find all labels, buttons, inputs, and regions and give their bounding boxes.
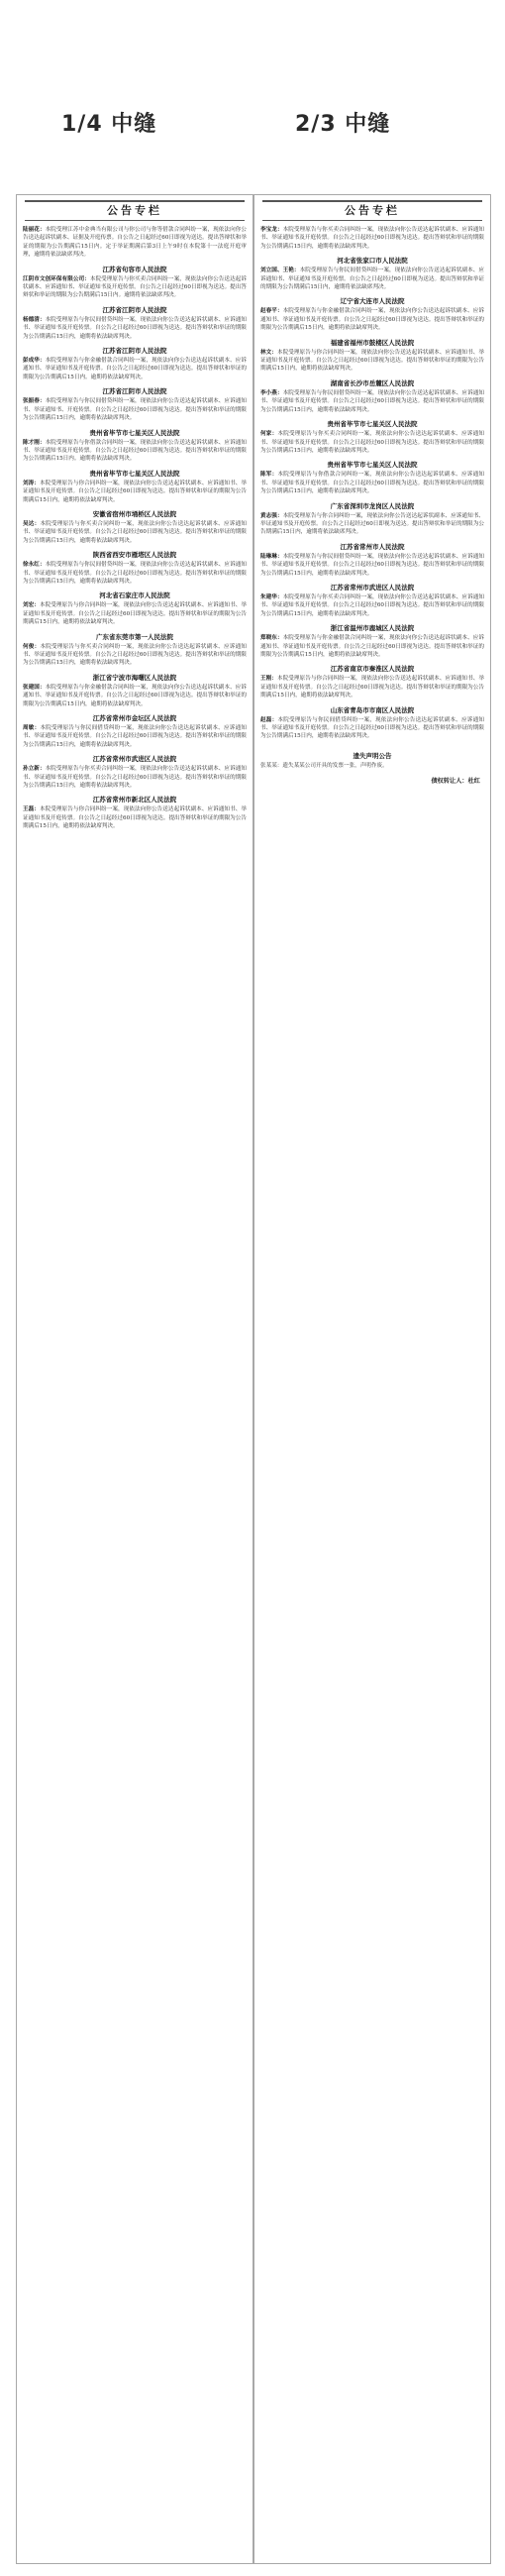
notice-party: 林文： [260,349,277,356]
notice-item [260,624,484,659]
notice-party: 王磊： [23,806,40,813]
notice-item [23,470,247,504]
notice-item [23,551,247,586]
notice-text [260,267,484,291]
notice-signature: 债权转让人：杜红 [431,778,480,786]
notice-item [260,420,484,455]
court-name: 浙江省温州市鹿城区人民法院 [330,624,415,633]
notice-body: 本院受理原告与你金融借款合同纠纷一案，现依法向你公告送达起诉状副本、应诉通知书、举证通知书及开庭传票。自公告之日起经过60日即视为送达。提出答辩状和举证的期限为公告期满后15日内，逾期将依法缺席判决。 [23,684,247,707]
court-name: 贵州省毕节市七星关区人民法院 [89,428,180,437]
notice-text [23,724,247,749]
right-gutter-label: 2/3 中缝 [295,112,391,137]
notice-party: 赵磊： [260,716,278,723]
notice-body: 本院受理原告与你金融借款合同纠纷一案，现依法向你公告送达起诉状副本、应诉通知书、举证通知书及开庭传票。自公告之日起经过60日即视为送达。提出答辩状和举证的期限为公告期满后15日内。逾期将依法缺席判决。 [23,358,247,380]
notice-body: 本院受理原告与你买卖合同纠纷一案，现依法向你公告送达起诉状副本、应诉通知书、举证通知书及开庭传票。自公告之日起经过60日即视为送达。提出答辩状和举证的期限为公告期满后15日内，逾期将依法缺席判决。 [23,643,247,667]
notice-text [23,275,247,300]
notice-item [23,714,247,749]
notice-text [260,634,484,659]
notice-party: 李小燕： [260,389,283,396]
notice-body: 本院受理原告与你民间借贷纠纷一案，现依法向你公告送达起诉状副本、应诉通知书、举证通知书及开庭传票。自公告之日起经过60日即视为送达。提出答辩状和举证的期限为公告期满后15日内，逾期将依法缺席判决。 [23,316,247,340]
court-name: 浙江省宁波市海曙区人民法院 [92,673,177,682]
notice-party: 赵春平： [260,308,283,315]
court-name: 贵州省毕节市七星关区人民法院 [327,420,418,429]
notice-party: 张建国： [23,684,46,691]
notice-body: 本院受理原告与你民间借贷纠纷一案，现依法向你公告送达起诉状副本、应诉通知书、举证通知书及开庭传票。自公告之日起经过60日即视为送达。提出答辩状和举证的期限为公告期满后15日内，逾期将依法缺席判决。 [23,562,247,585]
notice-item [23,796,247,830]
court-name: 河北省张家口市人民法院 [337,257,408,266]
notice-body: 本院受理原告与你金融借款合同纠纷一案，现依法向你公告送达起诉状副本、应诉通知书、举证通知书及开庭传票。自公告之日起经过60日即视为送达。提出答辩状和举证的期限为公告期满后15日内，逾期将依法缺席判决。 [260,635,484,658]
notice-party: 江阴市文创环保有限公司： [23,275,90,282]
notice-party: 陈才刚： [23,439,46,446]
notice-item [23,510,247,545]
notice-text [260,553,484,578]
court-name: 江苏省南京市秦淮区人民法院 [330,665,415,674]
court-name: 江苏省常州市金坛区人民法院 [92,714,177,723]
notice-party: 黄志强： [260,512,283,519]
notice-party: 吴达： [23,520,41,527]
notice-text [260,226,484,251]
court-name: 河北省石家庄市人民法院 [99,591,170,600]
notice-text [260,593,484,618]
notice-text [23,439,247,464]
notice-body: 本院受理原告与你买卖合同纠纷一案，现依法向你公告送达起诉状副本、应诉通知书、举证通知书及开庭传票。自公告之日起经过60日即视为送达。提出答辩状和举证的期限为公告期满后15日内，逾期将依法缺席判决。 [23,766,247,790]
court-name: 辽宁省大连市人民法院 [340,297,405,306]
notice-item [23,633,247,668]
notice-body: 本院受理原告与你合同纠纷一案，现依法向你公告送达起诉状副本、应诉通知书、举证通知书及开庭传票。自公告之日起经过60日即视为送达。提出答辩状和举证的期限为公告期满后15日内，逾期将依法缺席判决。 [23,806,247,830]
court-name: 江苏省常州市武进区人民法院 [92,755,177,764]
court-name: 贵州省毕节市七星关区人民法院 [327,461,418,470]
notice-item [23,226,247,260]
notice-body: 本院受理原告与你民间借贷纠纷一案，现依法向你公告送达起诉状副本、应诉通知书、举证通知书、开庭传票。自公告之日起经过60日即视为送达。提出答辩状和举证的期限为公告期满后15日内，逾期将依法缺席判决。 [23,398,247,422]
notice-party: 徐永红： [23,562,46,569]
court-name: 江苏省江阴市人民法院 [102,347,167,356]
notice-text [260,471,484,495]
notice-party: 刘宏： [23,602,40,609]
notice-party: 陆丽花： [23,227,46,233]
notice-party: 孙立新： [23,766,46,773]
notice-item [23,306,247,341]
notice-item [260,502,484,537]
notice-party: 陈军： [260,472,278,479]
notice-text [23,226,247,260]
notice-body: 本院受理原告与你买卖合同纠纷一案，现依法向你公告送达起诉状副本、应诉通知书、举证通知书及开庭传票。自公告之日起经过60日即视为送达。提出答辩状和举证的期限为公告期满后15日内，逾期将依法缺席判决。 [260,431,484,454]
court-name: 陕西省西安市雁塔区人民法院 [92,551,177,560]
notice-item [260,379,484,414]
page-header [0,0,505,178]
notice-text [23,805,247,830]
notice-text [23,480,247,504]
notice-item [260,665,484,699]
notice-item [23,347,247,381]
notice-text [23,397,247,422]
notice-text [23,765,247,790]
left-gutter-label: 1/4 中缝 [61,112,157,137]
court-name: 广东省深圳市龙岗区人民法院 [330,501,415,510]
left-notice-column [16,194,253,2564]
notice-text [260,389,484,414]
notice-text [23,357,247,381]
notice-body: 本院受理原告与你合同纠纷一案，现依法向你公告送达起诉状副本、应诉通知书、举证通知书及开庭传票。自公告之日起经过60日即视为送达。提出答辩状和举证的期限为公告期满后15日内，逾期将依法缺席判决。 [260,676,484,699]
notice-item [23,266,247,300]
notice-text [260,675,484,699]
notice-text [260,430,484,455]
notice-body: 本院受理原告与你买卖合同纠纷一案，现依法向你公告送达起诉状副本、应诉通知书、举证通知书及开庭传票。自公告之日起经过60日即视为送达。提出答辩状和举证的期限为公告期满后15日内，逾期将依法缺席判决。 [260,593,484,617]
notice-party: 郑晓东： [260,635,283,642]
court-name: 江苏省句容市人民法院 [102,265,167,273]
notice-item [23,755,247,790]
court-name: 广东省东莞市第一人民法院 [96,632,173,641]
court-name: 贵州省毕节市七星关区人民法院 [89,469,180,478]
notice-body: 本院受理原告与你合同纠纷一案，现依法向你公告送达起诉状副本、应诉通知书、举证通知书及开庭传票。自公告之日起经过60日即视为送达。提出答辩状和举证的期限为公告期满后15日内，逾期将依法缺席判决。 [23,602,247,626]
notice-text [23,601,247,626]
notice-body: 本院受理原告与你买卖合同纠纷一案，现依法向你公告送达起诉状副本、应诉通知书、举证通知书及开庭传票。自公告之日起经过60日即视为送达。提出答辩状和举证的期限为公告期满后15日内，逾期将依法缺席判决。 [23,520,247,544]
notice-body: 本院受理原告与你借款合同纠纷一案，现依法向你公告送达起诉状副本、应诉通知书、举证通知书及开庭传票。自公告之日起经过60日即视为送达。提出答辩状和举证的期限为公告期满后15日内。逾期将依法缺席判决。 [23,439,247,463]
notice-body: 本院受理原告与你合同纠纷一案，现依法向你公告送达起诉状副本、应诉通知书、举证通知书及开庭传票。自公告之日起经过60日即视为送达。提出答辩状和举证的期限为公告期满后15日内，逾期将依法缺席判决。 [23,480,247,503]
notice-item [260,297,484,332]
notice-text [260,512,484,537]
notice-text [23,684,247,708]
notice-text [23,561,247,586]
notice-party: 何家： [260,431,278,438]
notice-text [23,643,247,668]
notice-item [23,591,247,626]
notice-item [23,429,247,464]
notice-item [260,226,484,251]
court-name: 江苏省常州市人民法院 [340,542,405,551]
notice-party: 王刚： [260,676,277,683]
notice-item [260,543,484,578]
court-name: 山东省青岛市市南区人民法院 [330,705,415,714]
notice-party: 朱建华： [260,593,283,600]
notice-text [23,316,247,341]
notice-body: 本院受理原告与你民间借贷纠纷一案，现依法向你公告送达起诉状副本、应诉通知书、举证通知书及开庭传票。自公告之日起经过60日即视为送达。提出答辩状和举证的期限为公告期满后15日内，逾期将依法缺席判决。 [260,268,484,291]
notice-text [23,520,247,545]
left-column-body [17,226,252,831]
right-column-body [254,226,490,741]
notice-party: 刘涛： [23,480,40,486]
notice-party: 杨德清： [23,316,46,323]
notice-body: 本院受理原告与你买卖合同纠纷一案，现依法向你公告送达起诉状副本、应诉通知书、举证通知书及开庭传票。自公告之日起经过60日即视为送达。提出答辩状和举证的期限为公告期满后15日内。逾期将依法缺席判决。 [23,275,247,299]
notice-body: 本院受理江苏中金典当有限公司与你公司与你等借款合同纠纷一案，现依法向你公告送达起诉状副本、证据及开庭传票。自公告之日起经过60日即视为送达。提出答辩状和举证的期限为公告期满后15日内。定于举证期满后第3日上午9时在本院第十一法庭开庭审理，逾期将依法缺席判决。 [23,227,247,259]
right-column-title: 公告专栏 [262,200,482,221]
notice-body: 本院受理原告与你民间借贷纠纷一案，现依法向你公告送达起诉状副本、应诉通知书、举证通知书及开庭传票。自公告之日起经过60日即视为送达。提出答辩状和举证的期限为公告期满后15日内，逾期将依法缺席判决。 [260,553,484,577]
notice-party: 张振春： [23,398,46,405]
notice-item [260,461,484,495]
notice-party: 周敏： [23,725,41,732]
notice-party: 何俊： [23,643,41,650]
notice-item [23,674,247,708]
court-name: 江苏省常州市新北区人民法院 [92,796,177,805]
court-name: 江苏省江阴市人民法院 [102,305,167,314]
notice-text [260,716,484,741]
notice-body: 本院受理原告与你金融借款合同纠纷一案，现依法向你公告送达起诉状副本、应诉通知书、举证通知书及开庭传票。自公告之日起经过60日即视为送达。提出答辩状和举证的期限为公告期满后15日内，逾期将依法缺席判决。 [260,308,484,332]
notice-party: 陆琳琳： [260,553,283,560]
court-name: 江苏省常州市武进区人民法院 [330,583,415,591]
notice-body: 本院受理原告与你民间借贷纠纷一案，现依法向你公告送达起诉状副本、应诉通知书、举证通知书及开庭传票。自公告之日起经过60日即视为送达。提出答辩状和举证的期限为公告期满后15日内，逾期将依法缺席判决。 [23,725,247,748]
right-notice-column [253,194,491,2564]
notice-party: 彭成华： [23,358,46,365]
court-name: 江苏省江阴市人民法院 [102,387,167,396]
notice-text [260,307,484,332]
lost-notice-title: 遗失声明公告 [353,751,392,760]
notice-item [23,387,247,422]
notice-party: 李宝龙： [260,227,283,233]
notice-item [260,339,484,374]
notice-body: 本院受理原告与你合同纠纷一案，现依法向你公告送达起诉状副本、应诉通知书、举证通知书及开庭传票。自公告之日起经过60日即视为送达。提出答辩状和举证的期限为公告期满后15日内，逾期将依法缺席判决。 [260,512,484,536]
left-column-title: 公告专栏 [25,200,245,221]
notice-party: 刘立国、王艳： [260,268,300,274]
notice-body: 本院受理原告与你民间借贷纠纷一案，现依法向你公告送达起诉状副本、应诉通知书、举证通知书及开庭传票。自公告之日起经过60日即视为送达。提出答辩状和举证的期限为公告期满后15日内，逾期将依法缺席判决。 [260,389,484,413]
notice-text [260,349,484,374]
court-name: 湖南省长沙市岳麓区人民法院 [330,378,415,387]
court-name: 福建省福州市鼓楼区人民法院 [330,338,415,347]
notice-body: 本院受理原告与你买卖合同纠纷一案，现依法向你公告送达起诉状副本、应诉通知书、举证通知书及开庭传票。自公告之日起经过60日即视为送达。提出答辩状和举证的期限为公告期满后15日内，逾期将依法缺席判决。 [260,227,484,250]
notice-body: 本院受理原告与你民间借贷纠纷一案，现依法向你公告送达起诉状副本、应诉通知书、举证通知书及开庭传票。自公告之日起经过60日即视为送达。提出答辩状和举证的期限为公告期满后15日内，逾期将依法缺席判决。 [260,716,484,740]
notice-body: 本院受理原告与你合同纠纷一案，现依法向你公告送达起诉状副本、应诉通知书、举证通知书及开庭传票。自公告之日起经过60日即视为送达。提出答辩状和举证的期限为公告期满后15日内，逾期将依法缺席判决。 [260,349,484,373]
court-name: 安徽省宿州市埇桥区人民法院 [92,509,177,518]
notice-item [260,706,484,741]
notice-body: 本院受理原告与你借款合同纠纷一案，现依法向你公告送达起诉状副本、应诉通知书、举证通知书及开庭传票。自公告之日起经过60日即视为送达。提出答辩状和举证的期限为公告期满后15日内，逾期将依法缺席判决。 [260,472,484,495]
notice-item [260,257,484,291]
lost-notice-text: 张某某：遗失某某公司开具的发票一张，声明作废。 [260,762,388,769]
notice-item [260,584,484,618]
lost-notice-box [254,751,490,785]
